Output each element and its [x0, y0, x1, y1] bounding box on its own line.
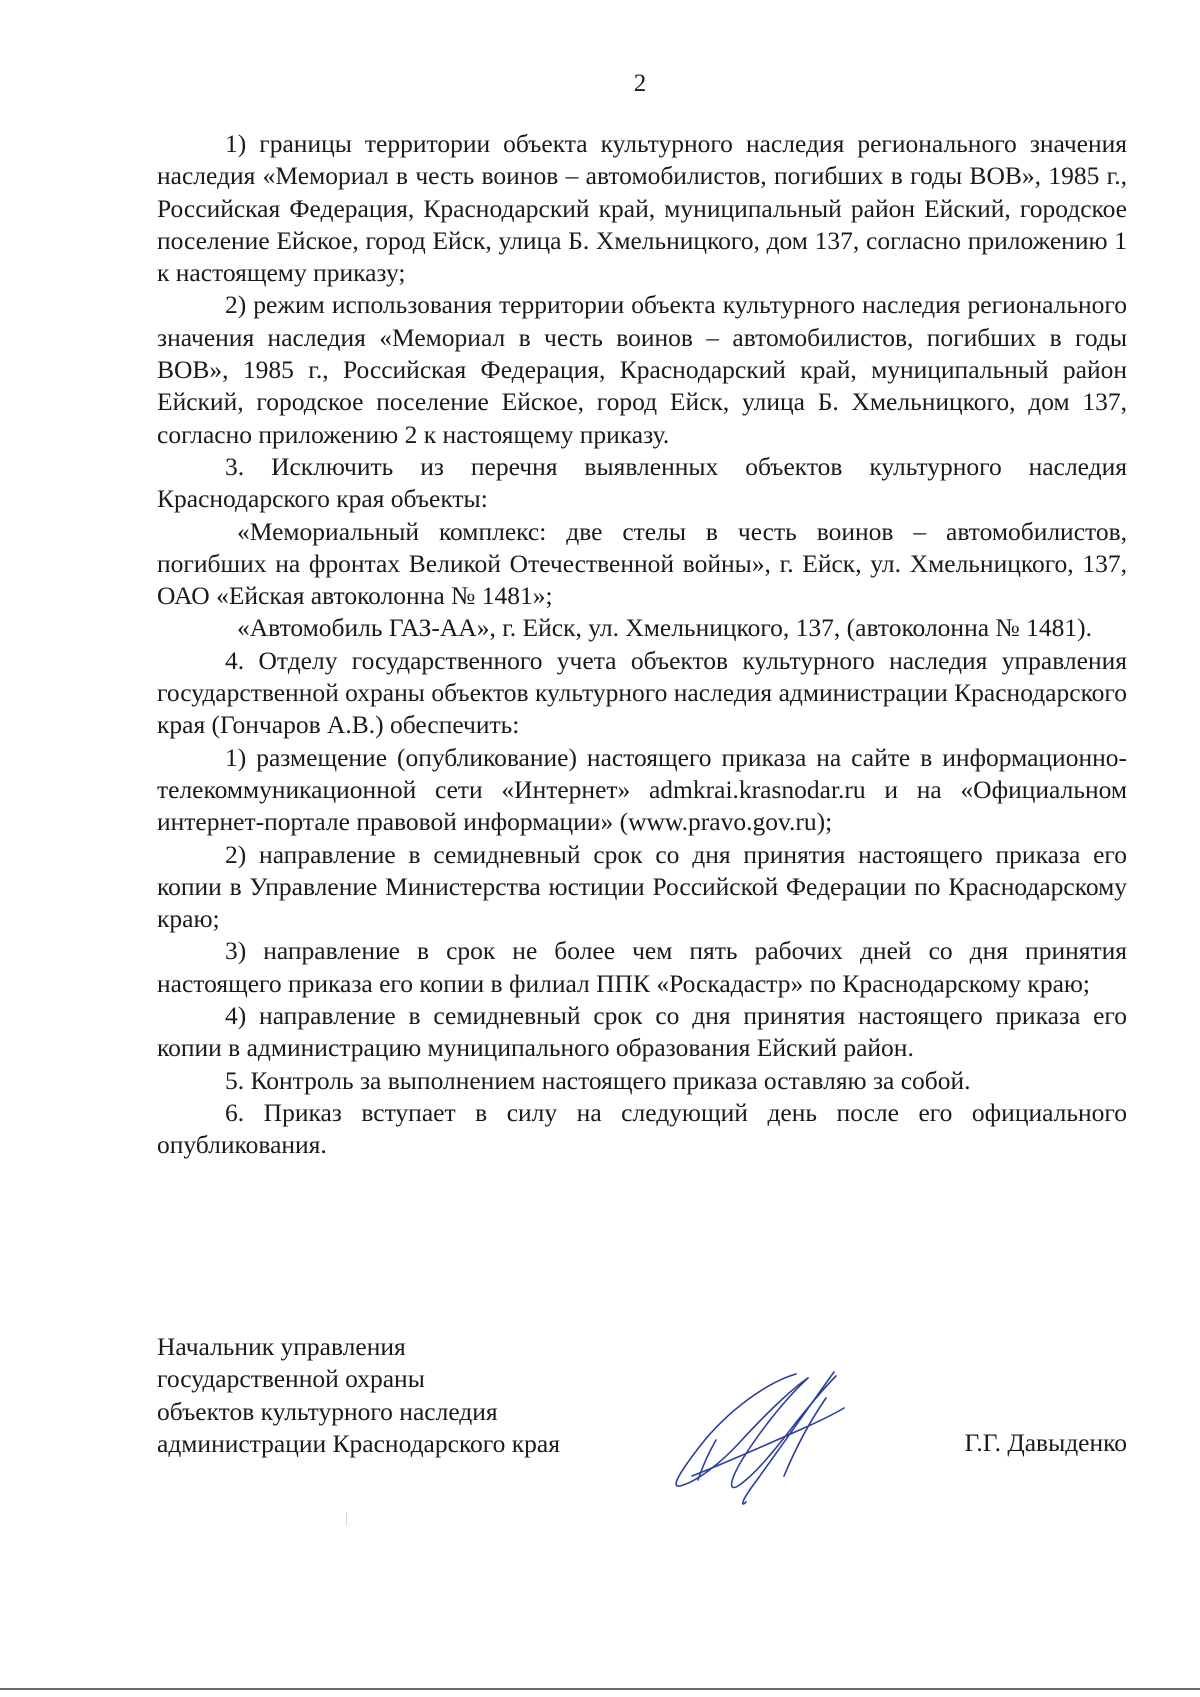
page-bottom-edge — [0, 1688, 1200, 1690]
paragraph-municipal-administration: 4) направление в семидневный срок со дня принятия настоящего приказа его копии в администрацию муниципального образования Ейский район. — [157, 1001, 1127, 1063]
handwritten-signature — [658, 1368, 858, 1508]
paragraph-territory-boundaries: 1) границы территории объекта культурного наследия регионального значения наследия «Мемориал в честь воинов – автомобилистов, погибших в годы ВОВ», 1985 г., Российская Федерация, Краснодарский край, муниципальный район Ейский, городское поселение Ейское, город Ейск, улица Б. Хмельницкого, дом 137, согласно приложению 1 к настоящему приказу; — [157, 129, 1127, 288]
page-number: 2 — [633, 70, 647, 97]
order-body — [157, 128, 1127, 1162]
paragraph-publication: 1) размещение (опубликование) настоящего приказа на сайте в информационно-телекоммуникационной сети «Интернет» admkrai.krasnodar.ru и на «Официальном интернет-портале правовой информации» (www.pravo.gov.ru); — [157, 742, 1127, 837]
paragraph-entry-into-force: 6. Приказ вступает в силу на следующий день после его официального опубликования. — [157, 1097, 1127, 1160]
paragraph-exclude-objects: 3. Исключить из перечня выявленных объектов культурного наследия Краснодарского края объекты: — [157, 451, 1127, 514]
paragraph-control: 5. Контроль за выполнением настоящего приказа оставляю за собой. — [225, 1065, 971, 1095]
paragraph-memorial-complex: «Мемориальный комплекс: две стелы в честь воинов – автомобилистов, погибших на фронтах Великой Отечественной войны», г. Ейск, ул. Хмельницкого, 137, ОАО «Ейская автоколонна № 1481»; — [157, 516, 1127, 611]
paragraph-territory-regime: 2) режим использования территории объекта культурного наследия регионального значения наследия «Мемориал в честь воинов – автомобилистов, погибших в годы ВОВ», 1985 г., Российская Федерация, Краснодарский край, муниципальный район Ейский, городское поселение Ейское, город Ейск, улица Б. Хмельницкого, дом 137, согласно приложению 2 к настоящему приказу. — [157, 290, 1127, 449]
paragraph-gaz-aa-vehicle: «Автомобиль ГАЗ-АА», г. Ейск, ул. Хмельницкого, 137, (автоколонна № 1481). — [237, 613, 1092, 643]
signature-block — [157, 1331, 1127, 1460]
paragraph-roskadastr: 3) направление в срок не более чем пять рабочих дней со дня принятия настоящего приказа его копии в филиал ППК «Роскадастр» по Краснодарскому краю; — [157, 936, 1127, 998]
signer-name: Г.Г. Давыденко — [964, 1428, 1127, 1457]
signer-position-line: администрации Краснодарского края — [157, 1428, 560, 1458]
paragraph-registration-department: 4. Отделу государственного учета объектов культурного наследия управления государственной охраны объектов культурного наследия администрации Краснодарского края (Гончаров А.В.) обеспечить: — [157, 645, 1127, 740]
signer-position-line: Начальник управления — [157, 1332, 406, 1361]
paragraph-ministry-of-justice: 2) направление в семидневный срок со дня принятия настоящего приказа его копии в Управление Министерства юстиции Российской Федерации по Краснодарскому краю; — [157, 839, 1127, 934]
signer-position-line: государственной охраны — [157, 1364, 425, 1394]
scan-artifact — [346, 1512, 347, 1526]
signer-position-line: объектов культурного наследия — [157, 1396, 498, 1426]
